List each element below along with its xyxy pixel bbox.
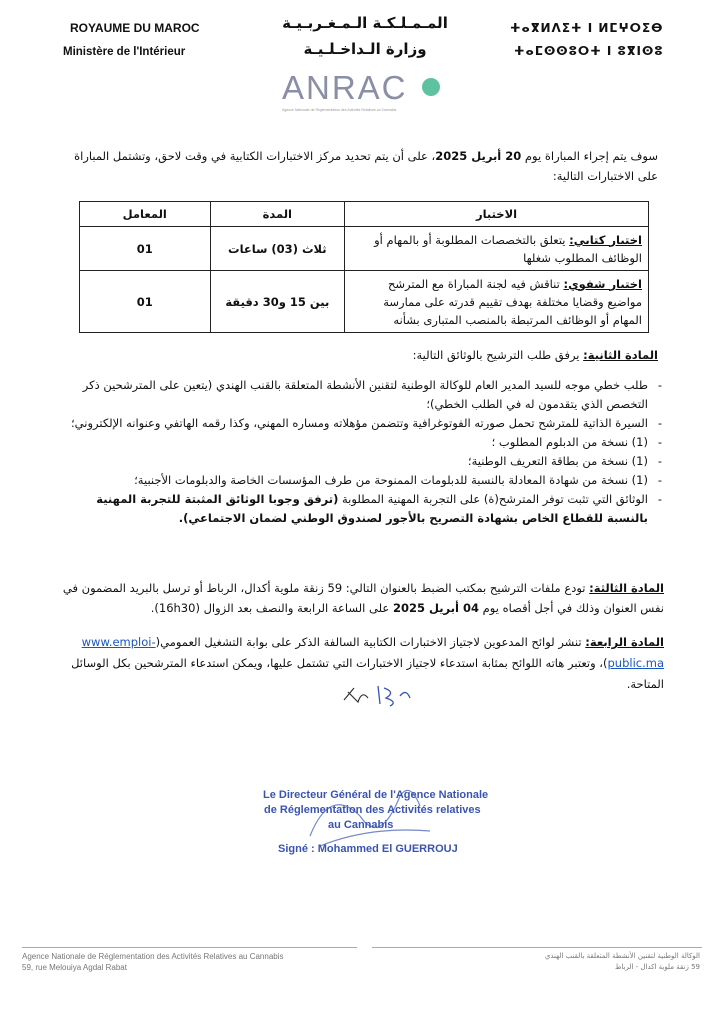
header-fr-kingdom: ROYAUME DU MAROC — [70, 21, 200, 35]
signature-stamp — [230, 770, 489, 880]
written-exam-coef: 01 — [80, 227, 211, 271]
footer-rule-left — [22, 947, 357, 948]
th-exam: الاختبار — [345, 202, 649, 227]
list-item: - الوثائق التي تثبت توفر المترشح(ة) على التجربة المهنية المطلوبة (ترفق وجوبا الوثائق المثبتة للتجربة المهنية بالنسبة للقطاع الخاص بشهادة التصريح بالأجور لصندوق الوطني لضمان الاجتماعي). — [58, 490, 664, 528]
article2-heading: المادة الثانية: يرفق طلب الترشيح بالوثائق التالية: — [412, 348, 658, 362]
emploi-public-link[interactable]: www.emploi-public.ma — [81, 635, 664, 670]
article3-paragraph: المادة الثالثة: تودع ملفات الترشيح بمكتب الضبط بالعنوان التالي: 59 زنقة ملوية أكدال، الرباط أو ترسل بالبريد المضمون في نفس العنوان وذلك في أجل أقصاه يوم 04 أبريل 2025 على الساعة الرابعة والنصف بعد الزوال (16h30). — [62, 581, 664, 615]
list-item: - طلب خطي موجه للسيد المدير العام للوكالة الوطنية لتقنين الأنشطة المتعلقة بالقنب الهندي (يتعين على المترشحين ذكر التخصص الذي يتقدمون له في الطلب الخطي)؛ — [58, 376, 664, 414]
exam-table — [79, 201, 649, 333]
list-item: - السيرة الذاتية للمترشح تحمل صورته الفوتوغرافية وتتضمن مؤهلاته ومساره المهني، وكذا رقمه الهاتفي وعنوانه الإلكتروني؛ — [58, 414, 664, 433]
stamp-line1: Le Directeur Général de l'Agence Nationale — [263, 789, 489, 801]
list-item: - (1) نسخة من الدبلوم المطلوب ؛ — [58, 433, 664, 452]
logo-wordmark: ANRAC — [282, 69, 408, 106]
stamp-line2: de Réglementation des Activités relatives — [264, 804, 481, 816]
footer-address-fr: Agence Nationale de Réglementation des Activités Relatives au Cannabis 59, rue Melouiya Agdal Rabat — [22, 952, 284, 972]
logo-leaf-icon — [422, 78, 440, 96]
written-exam-duration: ثلاث (03) ساعات — [210, 227, 345, 271]
required-documents-list — [58, 376, 664, 528]
list-item: - (1) نسخة من شهادة المعادلة بالنسبة للدبلومات الممنوحة من طرف المؤسسات الخاصة والدبلومات الأجنبية؛ — [58, 471, 664, 490]
handwritten-initials-icon — [340, 682, 420, 708]
anrac-logo — [282, 70, 448, 116]
header-ar-kingdom: المـمـلـكـة الـمـغـربـيـة — [282, 14, 448, 32]
oral-exam-coef: 01 — [80, 271, 211, 333]
footer-address-ar: الوكالة الوطنية لتقنين الأنشطة المتعلقة بالقنب الهندي 59 زنقة ملوية اكدال - الرباط — [544, 952, 700, 971]
table-row — [80, 227, 649, 271]
intro-paragraph: سوف يتم إجراء المباراة يوم 20 أبريل 2025، على أن يتم تحديد مركز الاختبارات الكتابية في وقت لاحق، وتشتمل المباراة على الاختبارات التالية: — [74, 149, 658, 183]
logo-caption: Agence Nationale de Réglementation des Activités Relatives au Cannabis — [282, 108, 397, 112]
header-ar-ministry: وزارة الـداخـلـيـة — [303, 40, 427, 58]
header-fr-ministry: Ministère de l'Intérieur — [63, 46, 186, 58]
table-header-row — [80, 202, 649, 227]
footer-rule-right — [372, 947, 702, 948]
th-coef: المعامل — [80, 202, 211, 227]
written-exam-cell: اختبار كتابي: يتعلق بالتخصصات المطلوبة أو بالمهام أو الوظائف المطلوب شغلها — [345, 227, 649, 271]
oral-exam-cell: اختبار شفوي: تناقش فيه لجنة المباراة مع المترشح مواضيع وقضايا مختلفة بهدف تقييم قدرته على ممارسة المهام أو الوظائف المرتبطة بالمنصب المتبارى بشأنه — [345, 271, 649, 333]
header-tifinagh-kingdom: ⵜⴰⴳⵍⴷⵉⵜ ⵏ ⵍⵎⵖⵔⵉⴱ — [510, 21, 664, 35]
stamp-line4: Signé : Mohammed El GUERROUJ — [278, 843, 458, 855]
header-tifinagh-ministry: ⵜⴰⵎⵙⵙⵓⵔⵜ ⵏ ⵓⴳⵏⵙⵓ — [514, 44, 664, 58]
table-row — [80, 271, 649, 333]
th-duration: المدة — [210, 202, 345, 227]
list-item: - (1) نسخة من بطاقة التعريف الوطنية؛ — [58, 452, 664, 471]
oral-exam-duration: بين 15 و30 دقيقة — [210, 271, 345, 333]
article4-paragraph: المادة الرابعة: تنشر لوائح المدعوين لاجتياز الاختبارات الكتابية السالفة الذكر على بوابة التشغيل العمومي(www.emploi-public.ma)، وتعتبر هاته اللوائح بمثابة استدعاء لاجتياز الاختبارات التي تشتمل عليها، ويمكن استدعاء المترشحين بكل الوسائل المتاحة. — [71, 635, 664, 691]
stamp-line3: au Cannabis — [328, 819, 394, 831]
